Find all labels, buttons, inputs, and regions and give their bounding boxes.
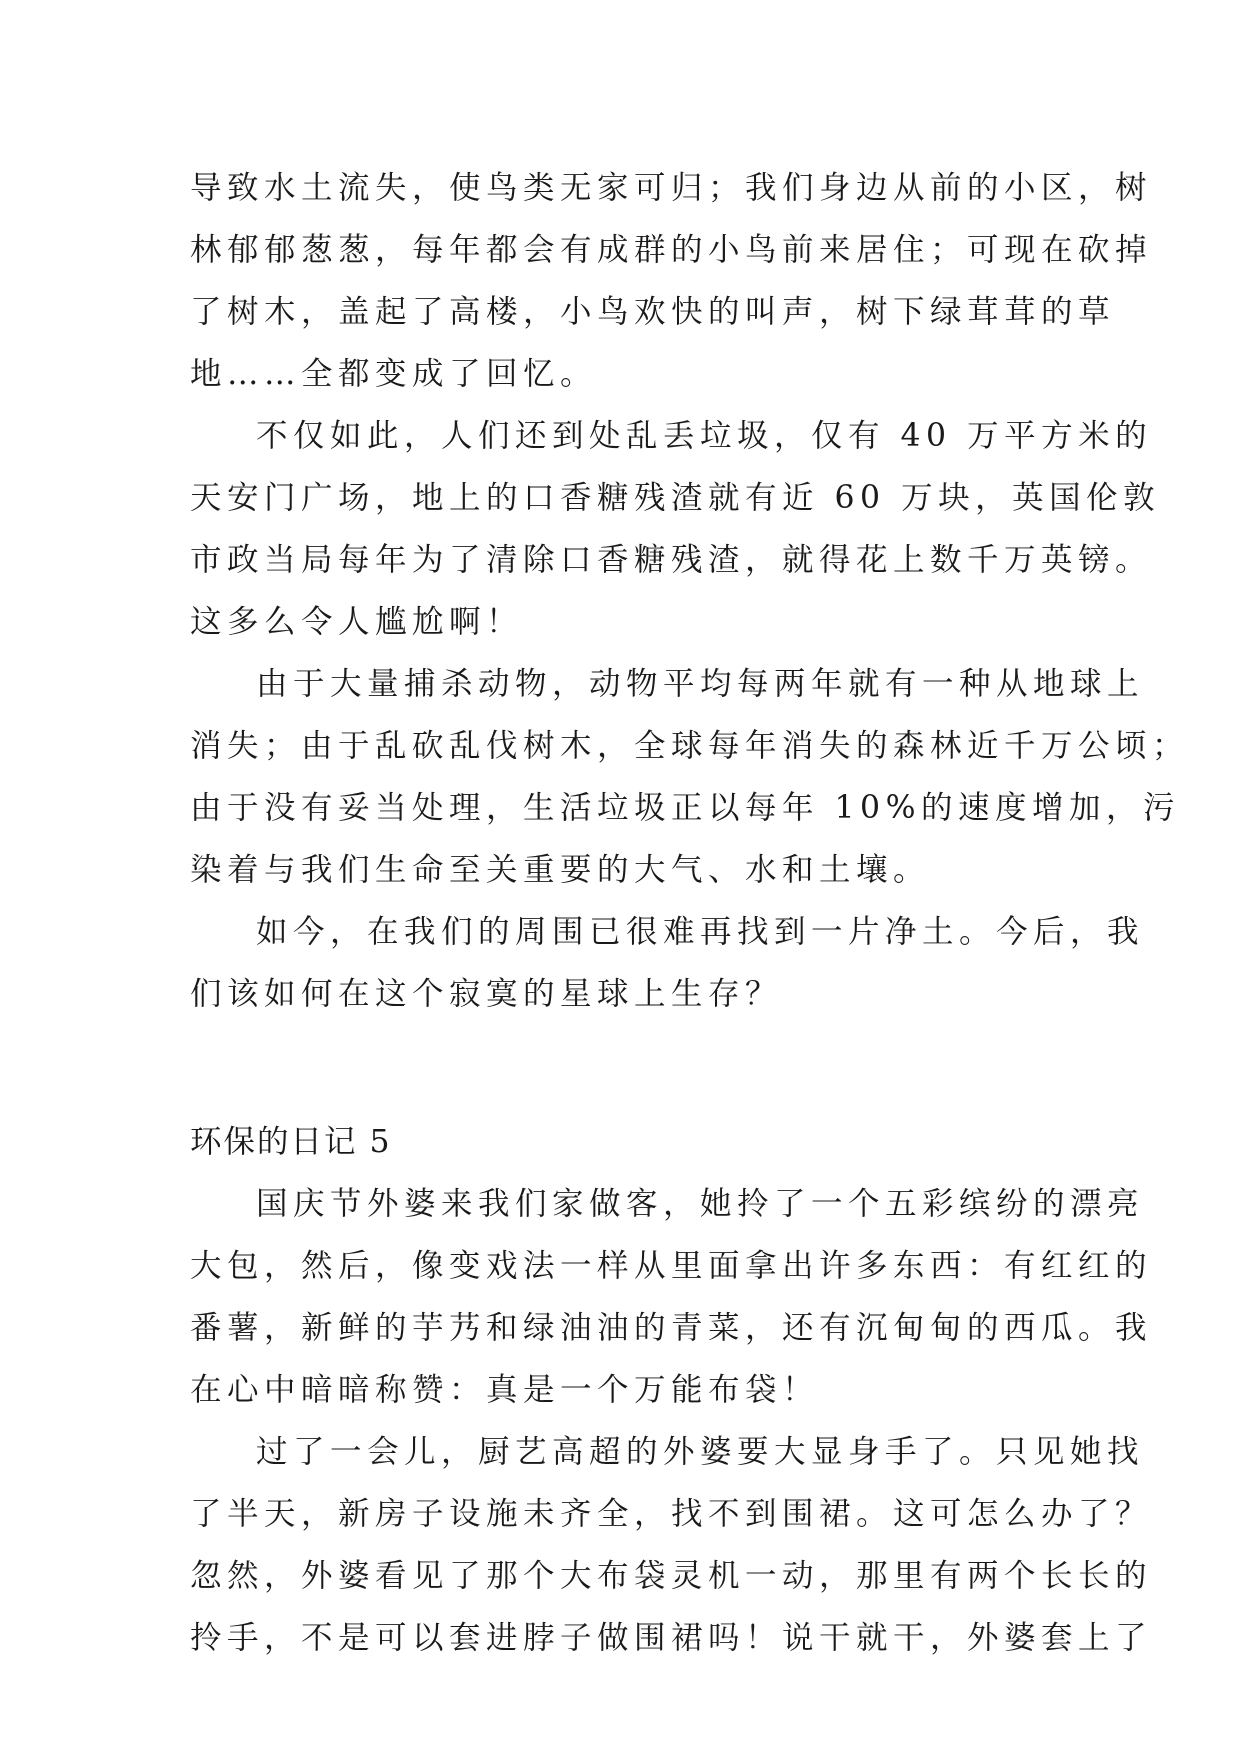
paragraph-line: 由于没有妥当处理，生活垃圾正以每年 10%的速度增加，污 bbox=[190, 790, 1181, 826]
paragraph-line: 在心中暗暗称赞：真是一个万能布袋！ bbox=[190, 1372, 820, 1408]
paragraph-line: 市政当局每年为了清除口香糖残渣，就得花上数千万英镑。 bbox=[190, 542, 1153, 578]
paragraph-line: 天安门广场，地上的口香糖残渣就有近 60 万块，英国伦敦 bbox=[190, 480, 1161, 516]
paragraph-line: 地……全都变成了回忆。 bbox=[190, 356, 598, 392]
section-heading: 环保的日记 5 bbox=[190, 1124, 392, 1160]
document-body bbox=[190, 157, 1190, 1669]
paragraph-line: 如今，在我们的周围已很难再找到一片净土。今后，我 bbox=[256, 914, 1145, 950]
paragraph-line: 这多么令人尴尬啊！ bbox=[190, 604, 524, 640]
paragraph-line: 大包，然后，像变戏法一样从里面拿出许多东西：有红红的 bbox=[190, 1248, 1153, 1284]
paragraph-line: 林郁郁葱葱，每年都会有成群的小鸟前来居住；可现在砍掉 bbox=[190, 232, 1153, 268]
paragraph-line: 了树木，盖起了高楼，小鸟欢快的叫声，树下绿茸茸的草 bbox=[190, 294, 1116, 330]
paragraph-line: 过了一会儿，厨艺高超的外婆要大显身手了。只见她找 bbox=[256, 1434, 1145, 1470]
paragraph-line: 染着与我们生命至关重要的大气、水和土壤。 bbox=[190, 852, 931, 888]
paragraph-line: 番薯，新鲜的芋艿和绿油油的青菜，还有沉甸甸的西瓜。我 bbox=[190, 1310, 1153, 1346]
paragraph-line: 不仅如此，人们还到处乱丢垃圾，仅有 40 万平方米的 bbox=[256, 418, 1153, 454]
paragraph-line: 拎手，不是可以套进脖子做围裙吗！说干就干，外婆套上了 bbox=[190, 1620, 1153, 1656]
paragraph-line: 由于大量捕杀动物，动物平均每两年就有一种从地球上 bbox=[256, 666, 1145, 702]
paragraph-line: 忽然，外婆看见了那个大布袋灵机一动，那里有两个长长的 bbox=[190, 1558, 1153, 1594]
paragraph-line: 国庆节外婆来我们家做客，她拎了一个五彩缤纷的漂亮 bbox=[256, 1186, 1145, 1222]
paragraph-line: 了半天，新房子设施未齐全，找不到围裙。这可怎么办了？ bbox=[190, 1496, 1153, 1532]
paragraph-line: 消失；由于乱砍乱伐树木，全球每年消失的森林近千万公顷； bbox=[190, 728, 1190, 764]
paragraph-line: 们该如何在这个寂寞的星球上生存？ bbox=[190, 976, 783, 1012]
paragraph-line: 导致水土流失，使鸟类无家可归；我们身边从前的小区，树 bbox=[190, 170, 1153, 206]
section-gap bbox=[190, 1025, 1060, 1111]
